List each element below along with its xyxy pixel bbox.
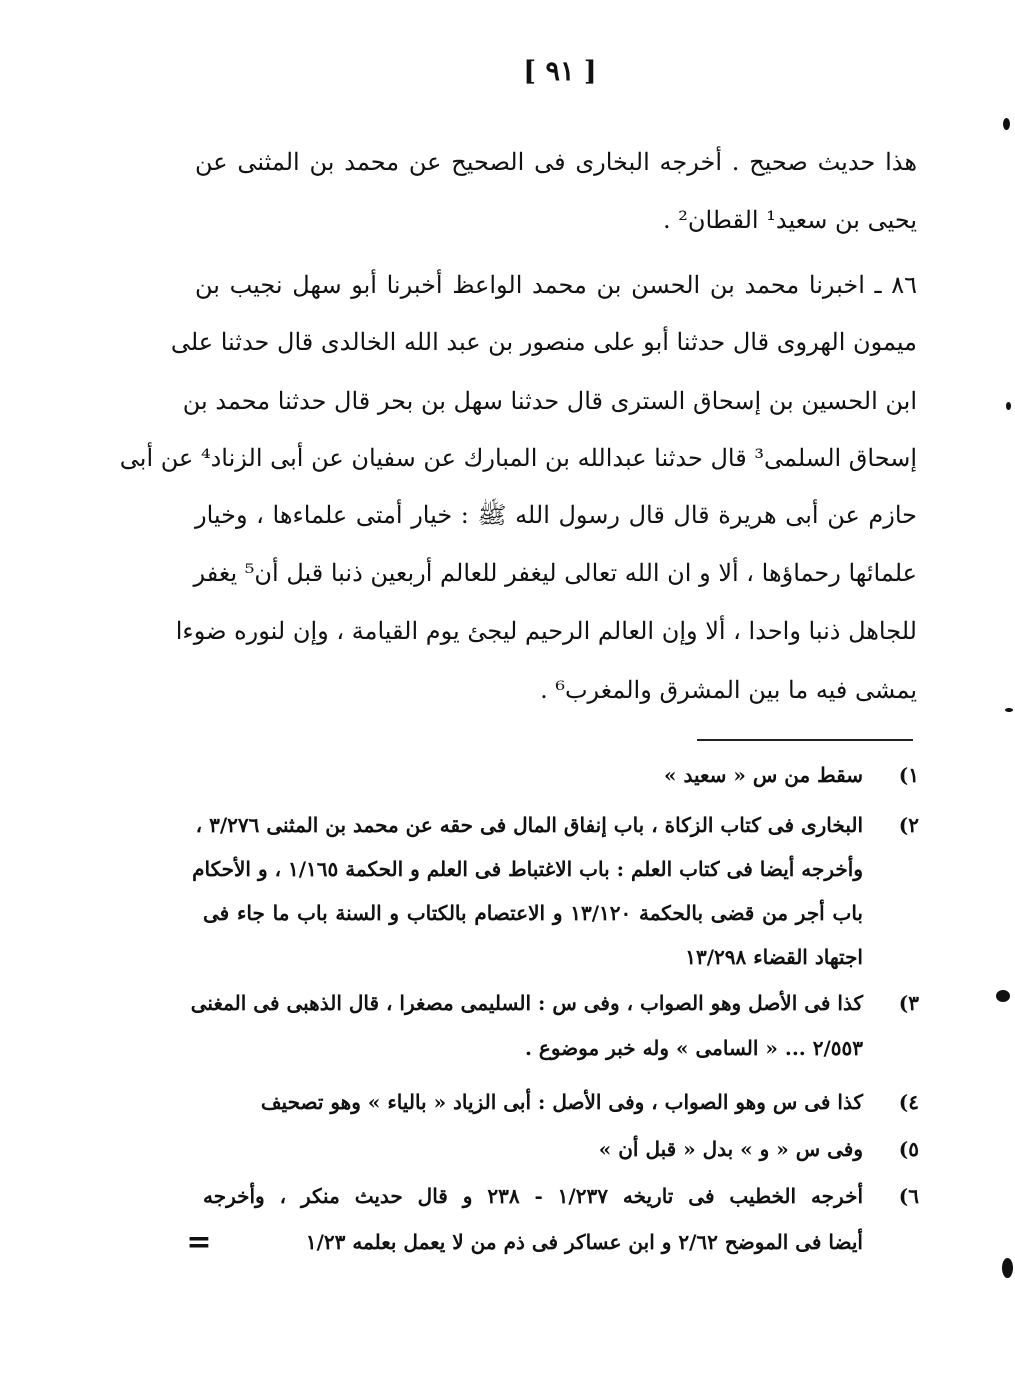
- footnote-line: أخرجه الخطيب فى تاريخه ١/٢٣٧ - ٢٣٨ و قال حديث منكر ، وأخرجه: [203, 1184, 863, 1208]
- body-line: ميمون الهروى قال حدثنا أبو على منصور بن عبد الله الخالدى قال حدثنا على: [170, 328, 917, 356]
- body-line: علمائها رحماؤها ، ألا و ان الله تعالى ليغفر للعالم أربعين ذنبا قبل أن⁵ يغفر: [193, 559, 917, 587]
- page-number: [ ٩١ ]: [523, 56, 597, 87]
- scan-speck: [1005, 708, 1013, 712]
- footnote-line: أيضا فى الموضح ٢/٦٢ و ابن عساكر فى ذم من لا يعمل بعلمه ١/٢٣: [305, 1230, 863, 1254]
- scan-speck: [1003, 118, 1010, 130]
- footnote-number: ١): [898, 763, 919, 787]
- body-line: يحيى بن سعيد¹ القطان² .: [662, 206, 917, 234]
- footnote-line: كذا فى الأصل وهو الصواب ، وفى س : السليمى مصغرا ، قال الذهبى فى المغنى: [190, 991, 863, 1015]
- body-line: للجاهل ذنبا واحدا ، ألا وإن العالم الرحيم ليجئ يوم القيامة ، وإن لنوره ضوءا: [175, 617, 917, 645]
- footnote-number: ٢): [898, 813, 919, 837]
- footnote-line: وفى س « و » بدل « قبل أن »: [598, 1137, 863, 1161]
- footnote-line: كذا فى س وهو الصواب ، وفى الأصل : أبى الزياد « بالياء » وهو تصحيف: [260, 1090, 863, 1114]
- footnote-line: باب أجر من قضى بالحكمة ١٣/١٢٠ و الاعتصام بالكتاب و السنة باب ما جاء فى: [203, 901, 863, 925]
- body-line: إسحاق السلمى³ قال حدثنا عبدالله بن المبارك عن سفيان عن أبى الزناد⁴ عن أبى: [119, 444, 917, 472]
- continuation-mark: =: [186, 1225, 212, 1260]
- footnote-line: اجتهاد القضاء ١٣/٢٩٨: [685, 945, 863, 969]
- footnote-number: ٦): [898, 1184, 919, 1208]
- body-line: ٨٦ ـ اخبرنا محمد بن الحسن بن محمد الواعظ أخبرنا أبو سهل نجيب بن: [195, 271, 917, 299]
- footnote-number: ٥): [898, 1137, 919, 1161]
- scan-speck: [1006, 402, 1011, 410]
- footnote-line: ٢/٥٥٣ ... « السامى » وله خبر موضوع .: [524, 1036, 863, 1060]
- body-line: يمشى فيه ما بين المشرق والمغرب⁶ .: [540, 676, 917, 704]
- footnote-line: البخارى فى كتاب الزكاة ، باب إنفاق المال فى حقه عن محمد بن المثنى ٣/٢٧٦ ،: [195, 813, 863, 837]
- scan-speck: [996, 990, 1010, 1002]
- footnote-line: وأخرجه أيضا فى كتاب العلم : باب الاغتباط فى العلم و الحكمة ١/١٦٥ ، و الأحكام: [192, 857, 863, 881]
- body-line: حازم عن أبى هريرة قال قال رسول الله ﷺ : خيار أمتى علماءها ، وخيار: [195, 501, 917, 529]
- body-line: ابن الحسين بن إسحاق السترى قال حدثنا سهل بن بحر قال حدثنا محمد بن: [182, 387, 917, 415]
- footnote-separator: [697, 739, 913, 741]
- footnote-number: ٤): [898, 1090, 919, 1114]
- body-line: هذا حديث صحيح . أخرجه البخارى فى الصحيح عن محمد بن المثنى عن: [195, 148, 917, 176]
- scan-speck: [1002, 1258, 1013, 1278]
- footnote-number: ٣): [898, 991, 919, 1015]
- footnote-line: سقط من س « سعيد »: [664, 763, 863, 787]
